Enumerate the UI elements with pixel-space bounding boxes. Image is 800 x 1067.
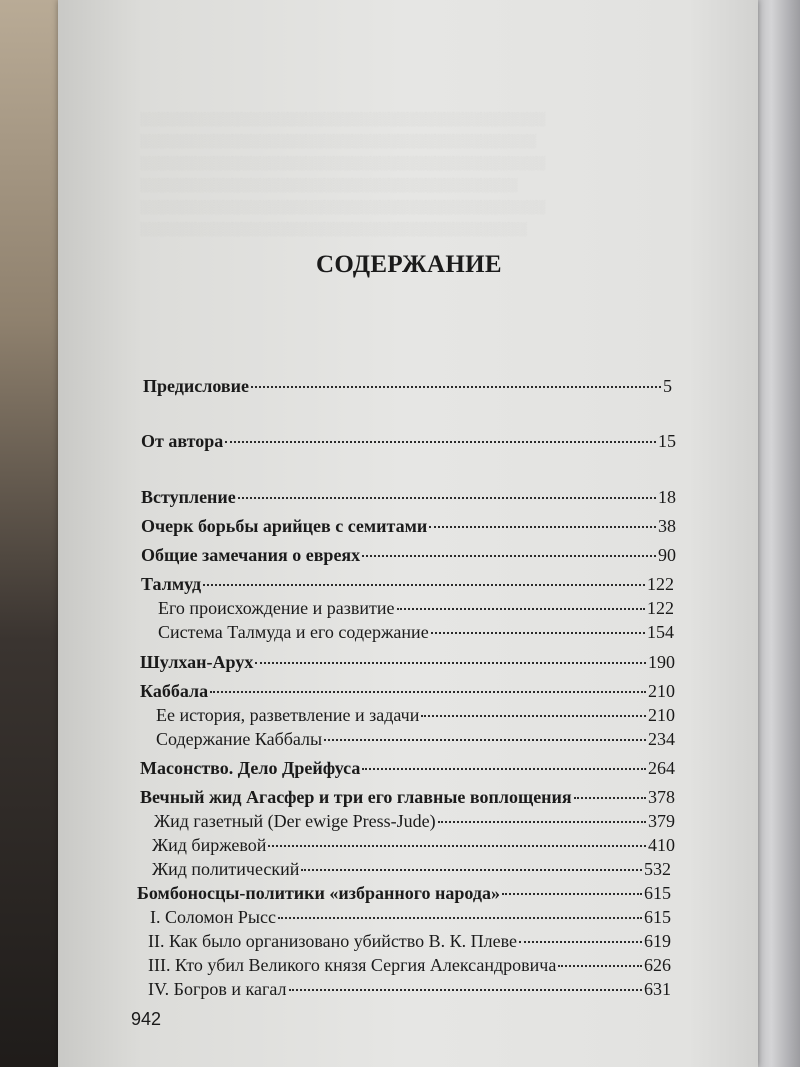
toc-entry-title: Его происхождение и развитие bbox=[158, 598, 395, 618]
show-through-text: ░░░░░░░░░░░░░░░░░░░░░░░░░░░░░░░░░░░░░░░░░░░░ ░░░░░░░░░░░░░░░░░░░░░░░░░░░░░░░░░░░░░░░░░░░ ░░░░░░░░░░░░░░░░░░░░░░░░░░░░░░░░░░░░░░░░░░░░ ░░░░░░░░░░░░░░░░░░░░░░░░░░░░░░░░░░░░░░░░░ ░░░░░░░░░░░░░░░░░░░░░░░░░░░░░░░░░░░░░░░░░░░░ ░░░░░░░░░░░░░░░░░░░░░░░░░░░░░░░░░░░░░░░░░░ bbox=[140, 111, 546, 236]
dot-leader bbox=[289, 989, 643, 991]
dot-leader bbox=[278, 917, 642, 919]
toc-entry-title: Жид политический bbox=[152, 859, 300, 879]
toc-entry-title: Ее история, разветвление и задачи bbox=[156, 705, 420, 725]
dot-leader bbox=[268, 845, 646, 847]
toc-entry-title: III. Кто убил Великого князя Сергия Александровича bbox=[148, 955, 557, 975]
toc-entry-page: 626 bbox=[644, 955, 671, 975]
toc-entry-page: 5 bbox=[663, 376, 672, 396]
toc-entry bbox=[156, 705, 675, 729]
dot-leader bbox=[238, 497, 656, 499]
toc-entry-page: 154 bbox=[647, 622, 674, 642]
dot-leader bbox=[502, 893, 642, 895]
toc-entry-page: 264 bbox=[648, 758, 675, 778]
toc-entry-title: Вечный жид Агасфер и три его главные воплощения bbox=[140, 787, 572, 807]
toc-entry bbox=[158, 598, 674, 622]
toc-entry-page: 18 bbox=[658, 487, 676, 507]
toc-entry-page: 234 bbox=[648, 729, 675, 749]
toc-entry bbox=[140, 681, 675, 705]
toc-entry bbox=[141, 516, 676, 540]
toc-entry-title: IV. Богров и кагал bbox=[148, 979, 287, 999]
dot-leader bbox=[519, 941, 642, 943]
toc-entry bbox=[148, 979, 671, 1003]
toc-entry-page: 615 bbox=[644, 907, 671, 927]
toc-entry-title: I. Соломон Рысс bbox=[150, 907, 277, 927]
toc-entry bbox=[148, 931, 671, 955]
toc-entry-title: Масонство. Дело Дрейфуса bbox=[140, 758, 361, 778]
toc-entry bbox=[150, 907, 671, 931]
dot-leader bbox=[251, 386, 661, 388]
toc-entry bbox=[141, 574, 674, 598]
toc-entry bbox=[141, 487, 676, 511]
toc-entry-title: Жид газетный (Der ewige Press-Jude) bbox=[154, 811, 436, 831]
toc-entry-title: Очерк борьбы арийцев с семитами bbox=[141, 516, 428, 536]
toc-entry-title: Каббала bbox=[140, 681, 209, 701]
toc-entry-title: Талмуд bbox=[141, 574, 202, 594]
toc-entry-page: 210 bbox=[648, 705, 675, 725]
dot-leader bbox=[362, 768, 646, 770]
toc-entry bbox=[141, 431, 676, 455]
page-number: 942 bbox=[131, 1009, 162, 1029]
toc-entry-page: 15 bbox=[658, 431, 676, 451]
toc-entry-page: 38 bbox=[658, 516, 676, 536]
dot-leader bbox=[301, 869, 642, 871]
toc-entry-page: 619 bbox=[644, 931, 671, 951]
toc-entry bbox=[140, 787, 675, 811]
toc-entry-page: 122 bbox=[647, 574, 674, 594]
toc-entry-page: 378 bbox=[648, 787, 675, 807]
toc-entry bbox=[137, 883, 671, 907]
toc-entry bbox=[156, 729, 675, 753]
toc-entry bbox=[152, 835, 675, 859]
toc-entry-page: 379 bbox=[648, 811, 675, 831]
dot-leader bbox=[210, 691, 646, 693]
toc-entry-title: Вступление bbox=[141, 487, 236, 507]
toc-entry bbox=[154, 811, 675, 835]
toc-entry-page: 631 bbox=[644, 979, 671, 999]
dot-leader bbox=[574, 797, 646, 799]
toc-entry-title: Предисловие bbox=[143, 376, 249, 396]
toc-entry-page: 122 bbox=[647, 598, 674, 618]
dot-leader bbox=[225, 441, 656, 443]
dot-leader bbox=[438, 821, 646, 823]
toc-entry bbox=[140, 652, 675, 676]
dot-leader bbox=[203, 584, 645, 586]
toc-entry-page: 190 bbox=[648, 652, 675, 672]
toc-entry bbox=[158, 622, 674, 646]
toc-entry-title: II. Как было организовано убийство В. К. Плеве bbox=[148, 931, 518, 951]
toc-entry bbox=[140, 758, 675, 782]
toc-entry bbox=[148, 955, 671, 979]
toc-entry bbox=[143, 376, 672, 400]
toc-entry-title: Жид биржевой bbox=[152, 835, 267, 855]
dot-leader bbox=[431, 632, 645, 634]
toc-entry-title: Общие замечания о евреях bbox=[141, 545, 361, 565]
toc-entry-page: 410 bbox=[648, 835, 675, 855]
toc-entry-title: Содержание Каббалы bbox=[156, 729, 323, 749]
dot-leader bbox=[255, 662, 646, 664]
toc-entry-title: Шулхан-Арух bbox=[140, 652, 254, 672]
toc-entry bbox=[152, 859, 671, 883]
dot-leader bbox=[362, 555, 656, 557]
toc-entry bbox=[141, 545, 676, 569]
dot-leader bbox=[421, 715, 646, 717]
dot-leader bbox=[397, 608, 645, 610]
dot-leader bbox=[324, 739, 646, 741]
toc-entry-title: От автора bbox=[141, 431, 224, 451]
page-title: СОДЕРЖАНИЕ bbox=[316, 251, 502, 278]
toc-entry-title: Бомбоносцы-политики «избранного народа» bbox=[137, 883, 500, 903]
toc-entry-page: 210 bbox=[648, 681, 675, 701]
toc-entry-page: 615 bbox=[644, 883, 671, 903]
dot-leader bbox=[558, 965, 642, 967]
toc-entry-page: 90 bbox=[658, 545, 676, 565]
dot-leader bbox=[429, 526, 656, 528]
toc-entry-title: Система Талмуда и его содержание bbox=[158, 622, 429, 642]
toc-entry-page: 532 bbox=[644, 859, 671, 879]
